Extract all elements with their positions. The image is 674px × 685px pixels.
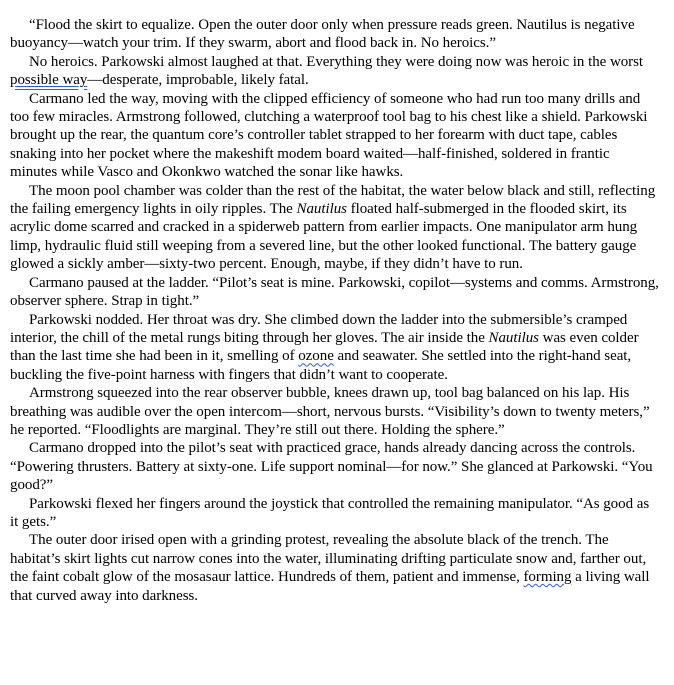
nautilus-italic: Nautilus [296,201,347,218]
paragraph-2-text-a: No heroics. Parkowski almost laughed at that. Everything they were doing now was heroic in the worst [29,53,644,70]
paragraph-2-text-b: —desperate, improbable, likely fatal. [87,72,309,89]
paragraph-7 [10,384,660,439]
paragraph-6-text-a: Parkowski nodded. Her throat was dry. She climbed down the ladder into the submersible’s cramped interior, the chill of the metal rungs biting through her gloves. The air inside the [10,311,628,346]
paragraph-7-text: Armstrong squeezed into the rear observer bubble, knees drawn up, tool bag balanced on his lap. His breathing was audible over the open intercom—short, nervous bursts. “Visibility’s down to twenty meters,” he reported. “Floodlights are marginal. They’re still out there. Holding the sphere.” [10,385,650,438]
paragraph-4 [10,182,660,274]
spelling-flag-forming[interactable]: forming [523,569,572,586]
nautilus-italic: Nautilus [488,329,539,346]
paragraph-9 [10,495,660,532]
paragraph-10 [10,531,660,605]
paragraph-3 [10,90,660,182]
paragraph-10-text-b: a living wall that curved away into darkness. [10,569,650,604]
paragraph-5 [10,274,660,311]
paragraph-6 [10,311,660,385]
paragraph-6-text-c: and seawater. She settled into the right-hand seat, buckling the five-point harness with fingers that didn’t want to cooperate. [10,348,632,383]
paragraph-4-text-b: floated half-submerged in the flooded skirt, its acrylic dome scarred and cracked in a spiderweb pattern from earlier impacts. One manipulator arm hung limp, hydraulic fluid still weeping from a severed line, but the other looked functional. The battery gauge glowed a sickly amber—sixty-two percent. Enough, maybe, if they didn’t have to run. [10,201,638,273]
paragraph-8 [10,439,660,494]
spelling-flag-ozone[interactable]: ozone [298,348,334,365]
paragraph-4-text-a: The moon pool chamber was colder than the rest of the habitat, the water below black and still, reflecting the failing emergency lights in oily ripples. The [10,182,656,218]
paragraph-6-text-b: was even colder than the last time she had been in it, smelling of [10,329,639,365]
paragraph-5-text: Carmano paused at the ladder. “Pilot’s seat is mine. Parkowski, copilot—systems and comms. Armstrong, observer sphere. Strap in tight.” [10,274,659,310]
paragraph-10-text-a: The outer door irised open with a grinding protest, revealing the absolute black of the trench. The habitat’s skirt lights cut narrow cones into the water, illuminating drifting particulate snow and, farther out, the faint cobalt glow of the mosasaur lattice. Hundreds of them, patient and immense, [10,532,647,586]
paragraph-2 [10,53,660,90]
paragraph-3-text: Carmano led the way, moving with the clipped efficiency of someone who had run too many drills and too few miracles. Armstrong followed, clutching a waterproof tool bag to his chest like a shield. Parkowski brought up the rear, the quantum core’s controller tablet strapped to her forearm with duct tape, cables snaking into her pocket where the makeshift modem board waited—half-finished, soldered in frantic minutes while Vasco and Okonkwo watched the sonar like hawks. [10,90,648,181]
paragraph-9-text: Parkowski flexed her fingers around the joystick that controlled the remaining manipulator. “As good as it gets.” [10,495,650,530]
paragraph-8-text: Carmano dropped into the pilot’s seat with practiced grace, hands already dancing across the controls. “Powering thrusters. Battery at sixty-one. Life support nominal—for now.” She glanced at Parkowski. “You good?” [10,440,653,494]
grammar-flag-possible-way[interactable]: possible way [10,72,88,89]
paragraph-1 [10,16,660,53]
paragraph-1-text: “Flood the skirt to equalize. Open the outer door only when pressure reads green. Nautilus is negative buoyancy—watch your trim. If they swarm, abort and flood back in. No heroics.” [10,17,635,52]
